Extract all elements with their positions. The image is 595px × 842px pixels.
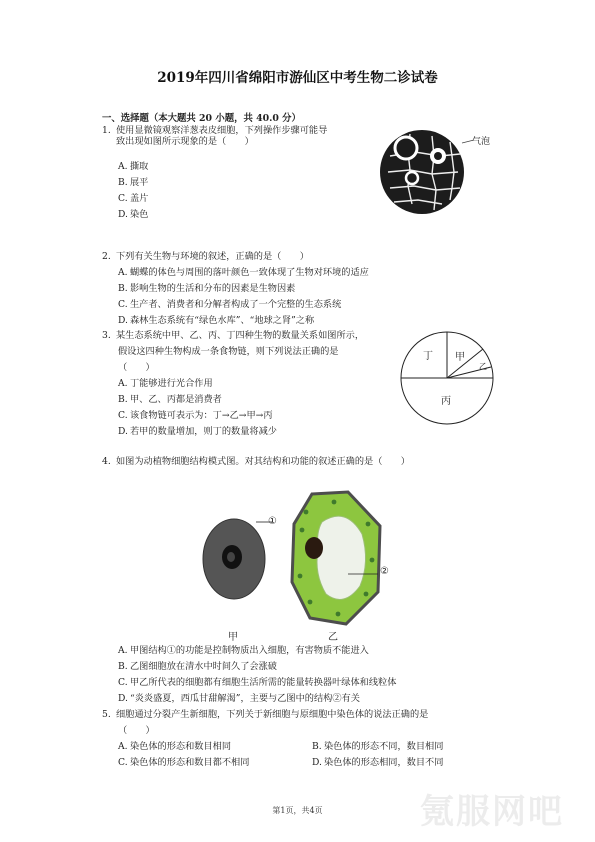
question-4 <box>102 456 410 467</box>
marker-1: ① <box>268 516 277 527</box>
option-b[interactable]: B. 影响生物的生活和分布的因素是生物因素 <box>118 283 296 294</box>
option-c[interactable]: C. 甲乙所代表的细胞都有细胞生活所需的能量转换器叶绿体和线粒体 <box>118 677 397 688</box>
option-b[interactable]: B. 展平 <box>118 177 149 188</box>
question-2 <box>102 251 369 326</box>
option-c[interactable]: C. 生产者、消费者和分解者构成了一个完整的生态系统 <box>118 299 342 310</box>
option-a[interactable]: A. 蝴蝶的体色与周围的落叶颜色一致体现了生物对环境的适应 <box>118 267 369 278</box>
bubble-label: 气泡 <box>472 137 491 147</box>
page-footer: 第1页，共4页 <box>272 806 323 815</box>
pie-label-jia: 甲 <box>455 352 465 363</box>
plant-cell-figure <box>288 490 388 628</box>
question-5 <box>102 709 428 736</box>
option-c[interactable]: C. 该食物链可表示为：丁→乙→甲→丙 <box>118 410 273 421</box>
option-b[interactable]: B. 甲、乙、丙都是消费者 <box>118 394 222 405</box>
option-c[interactable]: C. 盖片 <box>118 193 149 204</box>
option-d[interactable]: D. 若甲的数量增加，则丁的数量将减少 <box>118 426 277 437</box>
option-c[interactable]: C. 染色体的形态和数目都不相同 <box>118 757 250 768</box>
question-4-options <box>102 645 396 704</box>
question-1-stem-line-1: 1. 使用显微镜观察洋葱表皮细胞，下列操作步骤可能导 <box>102 125 328 136</box>
option-b[interactable]: B. 乙图细胞放在清水中时间久了会涨破 <box>118 661 277 672</box>
question-4-stem: 4. 如图为动植物细胞结构模式图。对其结构和功能的叙述正确的是（ ） <box>102 456 410 467</box>
question-5-stem-line-1: 5. 细胞通过分裂产生新细胞，下列关于新细胞与原细胞中染色体的说法正确的是 <box>102 709 429 720</box>
pie-label-yi: 乙 <box>479 362 487 371</box>
option-b[interactable]: B. 染色体的形态不同，数目相同 <box>312 741 444 752</box>
option-d[interactable]: D. “炎炎盛夏，西瓜甘甜解渴”，主要与乙图中的结构②有关 <box>118 693 360 704</box>
section-heading: 一、选择题（本大题共 20 小题，共 40.0 分） <box>102 113 301 124</box>
page-title: 2019年四川省绵阳市游仙区中考生物二诊试卷 <box>157 70 438 86</box>
question-5-stem-line-2: （ ） <box>118 725 155 736</box>
question-3-stem-line-3: （ ） <box>118 362 155 373</box>
question-3-stem-line-1: 3. 某生态系统中甲、乙、丙、丁四种生物的数量关系如图所示， <box>102 330 365 341</box>
option-a[interactable]: A. 撕取 <box>118 161 149 172</box>
watermark: 氪服网吧 <box>420 792 564 832</box>
figure-label-jia: 甲 <box>228 632 238 643</box>
pie-label-ding: 丁 <box>423 351 433 362</box>
question-1-stem-line-2: 致出现如图所示现象的是（ ） <box>116 136 254 147</box>
option-d[interactable]: D. 染色体的形态相同，数目不同 <box>312 757 444 768</box>
option-a[interactable]: A. 染色体的形态和数目相同 <box>118 741 232 752</box>
question-3 <box>102 330 364 437</box>
animal-cell-figure <box>202 517 274 605</box>
option-a[interactable]: A. 甲图结构①的功能是控制物质出入细胞，有害物质不能进入 <box>118 645 369 656</box>
option-d[interactable]: D. 森林生态系统有“绿色水库”、“地球之肾”之称 <box>118 315 315 326</box>
question-number: 1. <box>102 125 111 136</box>
option-d[interactable]: D. 染色 <box>118 209 149 220</box>
pie-label-bing: 丙 <box>441 396 451 407</box>
marker-2: ② <box>380 566 389 577</box>
option-a[interactable]: A. 丁能够进行光合作用 <box>118 378 213 389</box>
question-1 <box>102 125 327 220</box>
quantity-pie-figure <box>399 330 495 426</box>
question-2-stem: 2. 下列有关生物与环境的叙述，正确的是（ ） <box>102 251 309 262</box>
figure-label-yi: 乙 <box>328 632 338 643</box>
question-3-stem-line-2: 假设这四种生物构成一条食物链，则下列说法正确的是 <box>118 346 339 357</box>
